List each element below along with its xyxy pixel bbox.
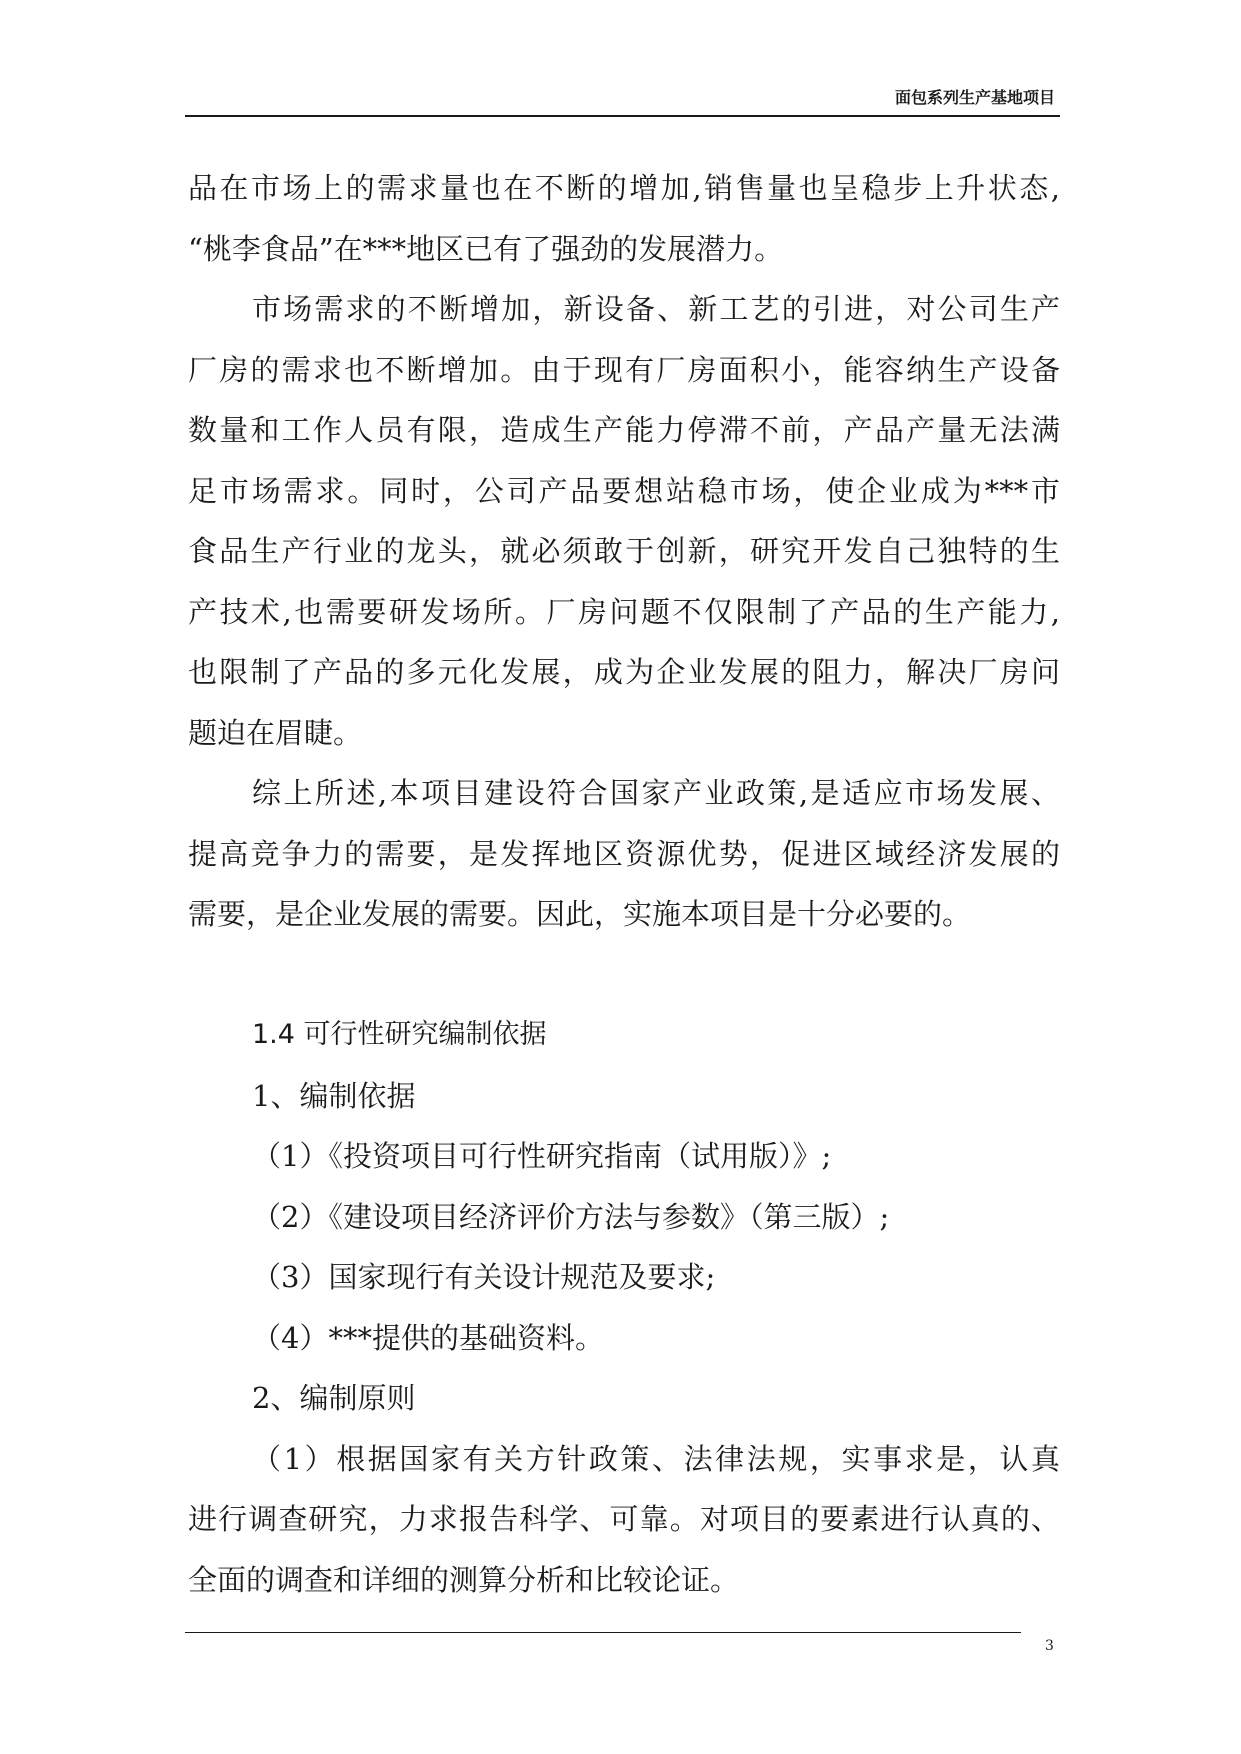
paragraph-line: 题迫在眉睫。: [188, 715, 363, 750]
paragraph-line: 食品生产行业的龙头，就必须敢于创新，研究开发自己独特的生: [188, 534, 1060, 568]
list-item: （3）国家现行有关设计规范及要求;: [252, 1260, 716, 1294]
paragraph-line: 足市场需求。同时，公司产品要想站稳市场，使企业成为***市: [188, 473, 1060, 508]
paragraph-line: 进行调查研究，力求报告科学、可靠。对项目的要素进行认真的、: [188, 1502, 1060, 1536]
paragraph-line: （1）根据国家有关方针政策、法律法规，实事求是，认真: [252, 1441, 1060, 1476]
list-item: （1）《投资项目可行性研究指南（试用版）》;: [252, 1139, 832, 1173]
paragraph-line: 品在市场上的需求量也在不断的增加,销售量也呈稳步上升状态,: [188, 171, 1060, 205]
subsection-title: 1、编制依据: [252, 1078, 416, 1113]
running-header-title: 面包系列生产基地项目: [894, 88, 1055, 107]
section-heading: 1.4 可行性研究编制依据: [252, 1019, 547, 1050]
paragraph-line: 提高竞争力的需要，是发挥地区资源优势，促进区域经济发展的: [188, 836, 1060, 871]
paragraph-line: 厂房的需求也不断增加。由于现有厂房面积小，能容纳生产设备: [188, 352, 1060, 387]
header-rule: [185, 115, 1060, 117]
paragraph-line: “桃李食品”在***地区已有了强劲的发展潜力。: [188, 231, 784, 266]
paragraph-line: 产技术,也需要研发场所。厂房问题不仅限制了产品的生产能力,: [188, 594, 1060, 629]
list-item: （4）***提供的基础资料。: [252, 1320, 604, 1355]
paragraph-line: 综上所述,本项目建设符合国家产业政策,是适应市场发展、: [252, 776, 1060, 810]
paragraph-line: 也限制了产品的多元化发展，成为企业发展的阻力，解决厂房问: [188, 655, 1060, 689]
paragraph-line: 需要，是企业发展的需要。因此，实施本项目是十分必要的。: [188, 897, 972, 931]
paragraph-line: 数量和工作人员有限，造成生产能力停滞不前，产品产量无法满: [188, 413, 1060, 447]
paragraph-line: 市场需求的不断增加，新设备、新工艺的引进，对公司生产: [252, 292, 1060, 326]
page-body: [188, 158, 1060, 1610]
subsection-title: 2、编制原则: [252, 1381, 416, 1415]
blank-line: [188, 945, 1060, 1006]
paragraph-line: 全面的调查和详细的测算分析和比较论证。: [188, 1562, 740, 1597]
list-item: （2）《建设项目经济评价方法与参数》（第三版）;: [252, 1199, 890, 1234]
page-number: 3: [1045, 1638, 1054, 1654]
footer-rule: [185, 1632, 1021, 1633]
